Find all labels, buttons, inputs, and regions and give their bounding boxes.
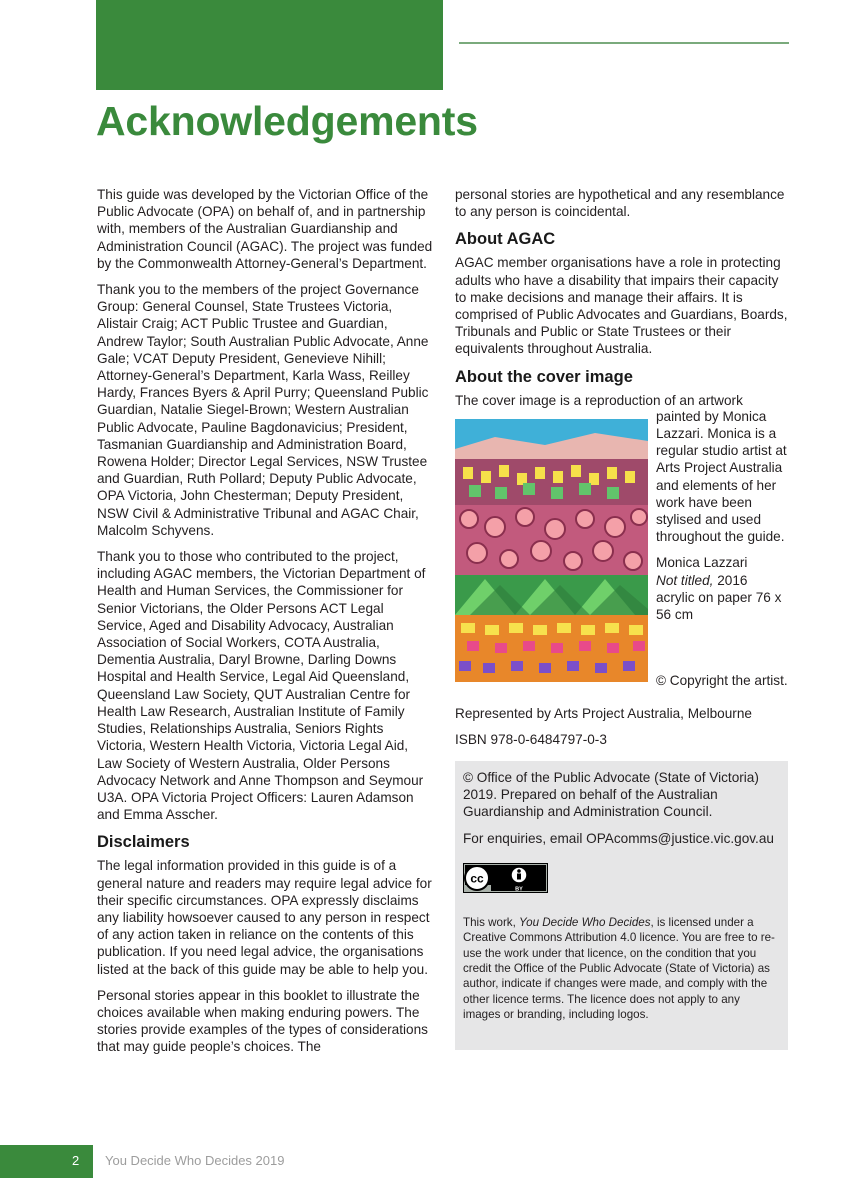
page-title: Acknowledgements (96, 98, 478, 144)
artwork-medium: acrylic on paper 76 x 56 cm (656, 589, 782, 623)
left-column (97, 186, 433, 1065)
disclaimers-heading: Disclaimers (97, 833, 190, 852)
license-note-prefix: This work, (463, 915, 520, 929)
cover-description: painted by Monica Lazzari. Monica is a regular studio artist at Arts Project Australia and elements of her work have been stylised and used throughout the guide. (656, 408, 787, 545)
enquiries-line[interactable]: For enquiries, email OPAcomms@justice.vic.gov.au (463, 830, 774, 846)
isbn: ISBN 978-0-6484797-0-3 (455, 732, 607, 748)
represented-by: Represented by Arts Project Australia, Melbourne (455, 705, 752, 721)
license-note-rest: , is licensed under a Creative Commons Attribution 4.0 licence. You are free to re-use the work under that licence, on the condition that you credit the Office of the Public Advocate (State of Victoria) as author, indicate if changes were made, and comply with the other licence terms. The licence does not apply to any images or branding, including logos. (463, 915, 775, 1022)
artist-copyright: © Copyright the artist. (656, 672, 788, 688)
cover-section (455, 409, 791, 713)
about-agac-heading: About AGAC (455, 230, 556, 249)
header-green-block (96, 0, 443, 90)
artwork-title: Not titled, (656, 572, 714, 588)
right-column (455, 186, 791, 757)
governance-thanks-paragraph: Thank you to the members of the project Governance Group: General Counsel, State Trustees Victoria, Alistair Craig; ACT Public Trustee and Guardian, Andrew Taylor; South Australian Public Advocate, Anne Gale; VCAT Deputy President, Genevieve Nihill; Attorney-General’s Department, Karla Wass, Reilley Hardy, Frances Byers & April Purry; Queensland Public Guardian, Natalie Siegel-Brown; Western Australian Public Advocate, Pauline Bagdonavicius; President, Tasmanian Guardianship and Administration Board, Rowena Holder; Director Legal Services, NSW Trustee and Guardian, Ruth Pollard; Deputy Public Advocate, OPA Victoria, John Chesterman; Deputy President, NSW Civil & Administrative Tribunal and AGAC Chair, Malcolm Schyvens. (97, 282, 429, 538)
personal-stories-continuation: personal stories are hypothetical and any resemblance to any person is coincidental. (455, 187, 785, 220)
header-rule (459, 42, 789, 44)
personal-stories-paragraph: Personal stories appear in this booklet to illustrate the choices available when making enduring powers. The stories provide examples of the types of considerations that may guide people’s choices. The (97, 987, 428, 1055)
intro-paragraph: This guide was developed by the Victorian Office of the Public Advocate (OPA) on behalf of, and in partnership with, members of the Australian Guardianship and Administration Council (AGAC). The project was funded by the Commonwealth Attorney-General’s Department. (97, 187, 433, 271)
contributors-thanks-paragraph: Thank you to those who contributed to the project, including AGAC members, the Victorian Department of Health and Human Services, the Commissioner for Senior Victorians, the Older Persons ACT Legal Service, Aged and Disability Advocacy, Australian Association of Social Workers, COTA Australia, Dementia Australia, Daryl Browne, Darling Downs Hospital and Health Service, Legal Aid Queensland, Queensland Law Society, QUT Australian Centre for Health Law Research, Australian Institute of Family Studies, Relationships Australia, Seniors Rights Victoria, Western Health Victoria, Victoria Legal Aid, Law Society of Western Australia, Older Persons Advocacy Network and Anne Thompson and Seymour U3A. OPA Victoria Project Officers: Lauren Adamson and Emma Asscher. (97, 549, 426, 823)
cc-badge-label: cc (470, 871, 484, 886)
artwork-year: 2016 (713, 572, 748, 588)
license-note (463, 915, 780, 1023)
publisher-copyright: © Office of the Public Advocate (State of Victoria) 2019. Prepared on behalf of the Australian Guardianship and Administration Council. (463, 770, 759, 820)
license-note-title: You Decide Who Decides (519, 915, 651, 929)
cover-artwork-image (455, 419, 648, 682)
cc-by-license-icon[interactable] (463, 863, 548, 893)
artwork-title-line (656, 572, 796, 589)
page-number: 2 (72, 1153, 80, 1168)
artist-name: Monica Lazzari (656, 555, 748, 571)
license-box (455, 761, 788, 1050)
footer-publication-title: You Decide Who Decides 2019 (105, 1153, 285, 1168)
cover-text-column (656, 408, 796, 623)
cover-image-heading: About the cover image (455, 367, 633, 386)
about-agac-paragraph: AGAC member organisations have a role in protecting adults who have a disability that impairs their capacity to make decisions and manage their affairs. It is comprised of Public Advocates and Guardians, Boards, Tribunals and Public or State Trustees or their equivalents throughout Australia. (455, 255, 788, 357)
by-badge-label: BY (515, 886, 523, 893)
disclaimers-paragraph: The legal information provided in this guide is of a general nature and readers may require legal advice for their specific circumstances. OPA expressly disclaims any liability howsoever caused to any person in respect of any action taken in reliance on the contents of this publication. If you need legal advice, the organisations listed at the back of this guide may be able to help you. (97, 858, 432, 977)
cover-intro: The cover image is a reproduction of an artwork (455, 392, 743, 408)
